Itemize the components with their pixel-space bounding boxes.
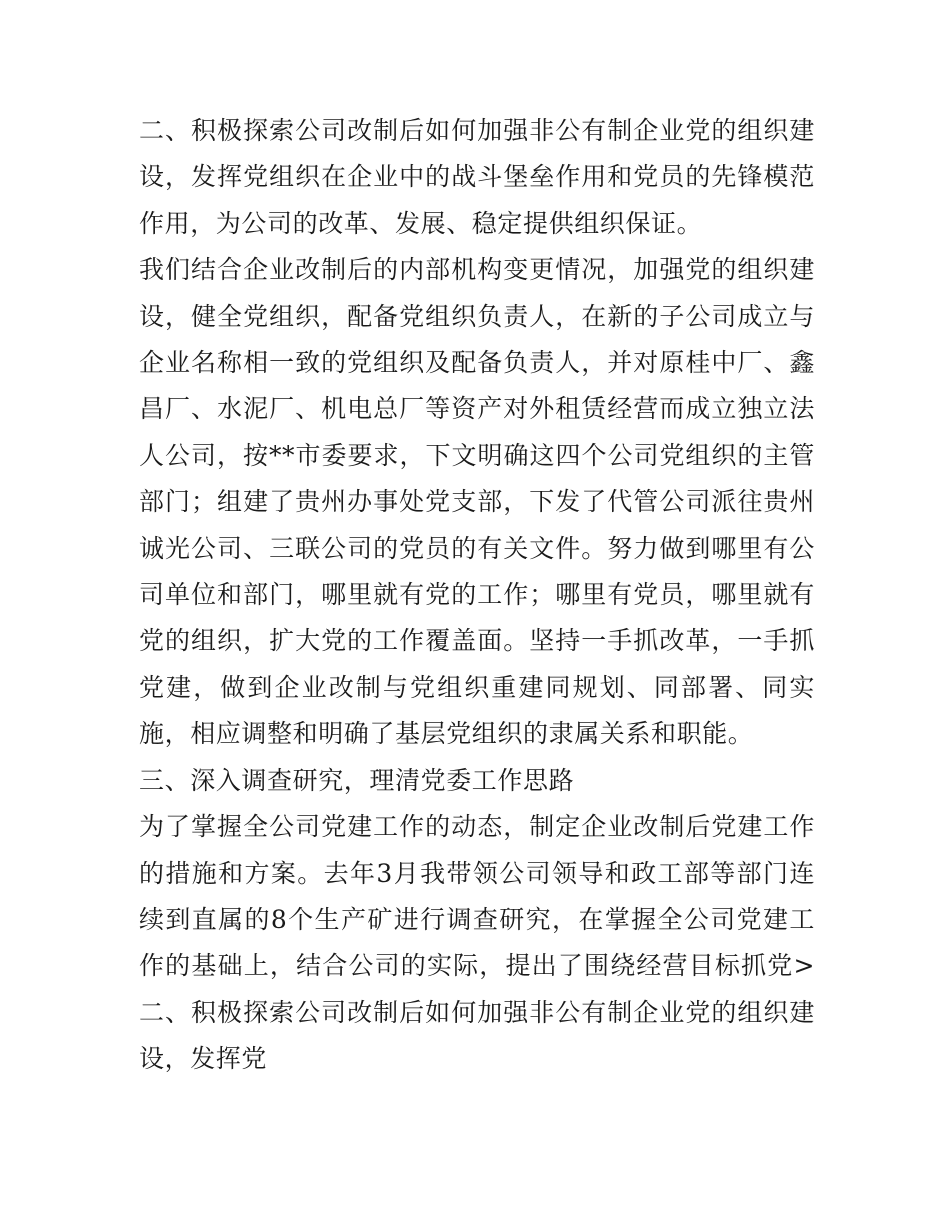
body-paragraph: 我们结合企业改制后的内部机构变更情况，加强党的组织建设，健全党组织，配备党组织负责人，在新的子公司成立与企业名称相一致的党组织及配备负责人，并对原桂中厂、鑫昌厂、水泥厂、机电总厂等资产对外租赁经营而成立独立法人公司，按**市委要求，下文明确这四个公司党组织的主管部门；组建了贵州办事处党支部，下发了代管公司派往贵州诚光公司、三联公司的党员的有关文件。努力做到哪里有公司单位和部门，哪里就有党的工作；哪里有党员，哪里就有党的组织，扩大党的工作覆盖面。坚持一手抓改革，一手抓党建，做到企业改制与党组织重建同规划、同部署、同实施，相应调整和明确了基层党组织的隶属关系和职能。 — [139, 255, 815, 749]
body-paragraph: 为了掌握全公司党建工作的动态，制定企业改制后党建工作的措施和方案。去年3月我带领公司领导和政工部等部门连续到直属的8个生产矿进行调查研究，在掌握全公司党建工作的基础上，结合公司的实际，提出了围绕经营目标抓党>二、积极探索公司改制后如何加强非公有制企业党的组织建设，发挥党 — [139, 812, 815, 1074]
section-heading-three: 三、深入调查研究，理清党委工作思路 — [139, 765, 575, 795]
document-body — [139, 108, 815, 1083]
section-heading-two: 二、积极探索公司改制后如何加强非公有制企业党的组织建设，发挥党组织在企业中的战斗堡垒作用和党员的先锋模范作用，为公司的改革、发展、稳定提供组织保证。 — [139, 116, 815, 238]
